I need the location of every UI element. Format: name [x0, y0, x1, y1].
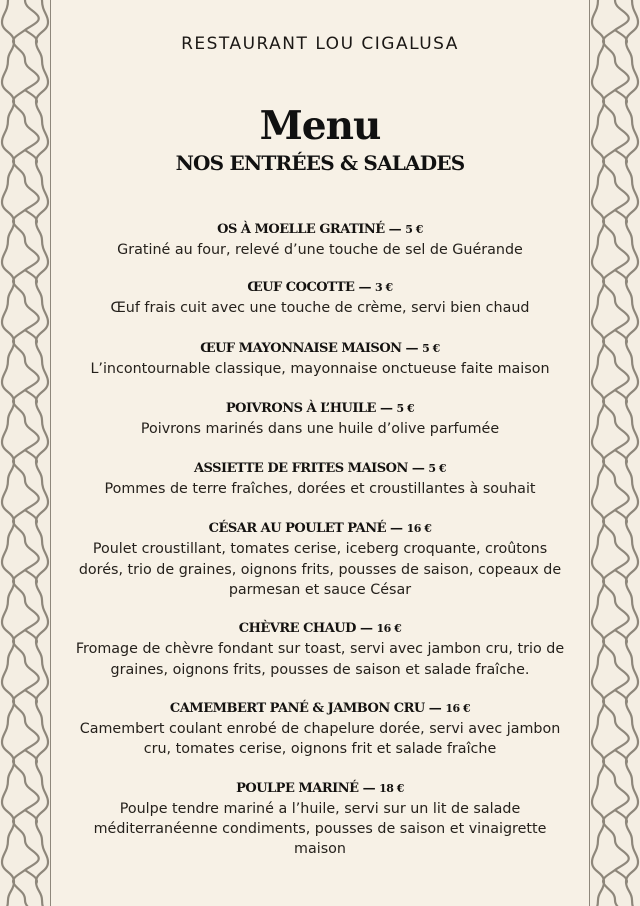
- pattern-ornament-icon: [0, 0, 50, 906]
- menu-item: [58, 519, 582, 600]
- menu-item: [58, 399, 582, 439]
- menu-item: [58, 459, 582, 499]
- menu-item-heading: ŒUF COCOTTE — 3 €: [247, 280, 393, 296]
- menu-item-name: CHÈVRE CHAUD: [238, 621, 356, 637]
- description-line: Poulet croustillant, tomates cerise, iceberg croquante, croûtons: [92, 541, 548, 558]
- menu-item-heading: ASSIETTE DE FRITES MAISON — 5 €: [193, 461, 447, 477]
- menu-item: [58, 220, 582, 260]
- description-line: Poivrons marinés dans une huile d’olive parfumée: [140, 420, 500, 437]
- menu-item-price: 16 €: [406, 522, 432, 536]
- menu-section-title: NOS ENTRÉES & SALADES: [175, 151, 465, 175]
- menu-item-price: 16 €: [376, 622, 402, 636]
- description-line: Camembert coulant enrobé de chapelure dorée, servi avec jambon: [79, 720, 561, 737]
- menu-item-price: 16 €: [445, 701, 471, 715]
- menu-item: [58, 779, 582, 860]
- menu-item-name: CÉSAR AU POULET PANÉ: [208, 521, 387, 537]
- menu-item-price: 18 €: [379, 781, 404, 795]
- menu-item-description: [58, 719, 582, 760]
- description-line: Fromage de chèvre fondant sur toast, servi avec jambon cru, trio de: [75, 641, 565, 658]
- right-decorative-border: [589, 0, 640, 906]
- menu-item-description: [58, 240, 582, 260]
- menu-item-price: 5 €: [405, 223, 423, 236]
- menu-page: [52, 0, 588, 906]
- menu-item-price: 5 €: [428, 462, 447, 476]
- menu-item-price: 3 €: [375, 281, 393, 295]
- menu-item-description: [58, 799, 582, 860]
- menu-item-heading: CHÈVRE CHAUD — 16 €: [238, 621, 402, 637]
- menu-item-name: ŒUF MAYONNAISE MAISON: [200, 340, 402, 356]
- menu-item-heading: POIVRONS À L’HUILE — 5 €: [225, 400, 415, 416]
- left-decorative-border: [0, 0, 51, 906]
- menu-item-name: ŒUF COCOTTE: [247, 280, 355, 296]
- menu-item-description: [58, 298, 582, 318]
- menu-item-name: POIVRONS À L’HUILE: [225, 400, 376, 416]
- menu-item-price: 5 €: [422, 341, 440, 355]
- pattern-ornament-icon: [590, 0, 640, 906]
- description-line: Gratiné au four, relevé d’une touche de sel de Guérande: [117, 242, 523, 258]
- menu-item: [58, 619, 582, 680]
- menu-title: Menu: [259, 103, 381, 149]
- menu-item: [58, 278, 582, 318]
- menu-item-description: [58, 419, 582, 439]
- menu-item-description: [58, 479, 582, 499]
- description-line: graines, oignons frits, pousses de saison et salade fraîche.: [110, 661, 530, 678]
- menu-item-name: POULPE MARINÉ: [236, 780, 359, 796]
- menu-item-list: [52, 220, 588, 859]
- description-line: Pommes de terre fraîches, dorées et croustillantes à souhait: [104, 481, 536, 498]
- menu-item-heading: OS À MOELLE GRATINÉ — 5 €: [217, 222, 423, 237]
- menu-item-heading: POULPE MARINÉ — 18 €: [236, 780, 404, 796]
- menu-item-heading: ŒUF MAYONNAISE MAISON — 5 €: [200, 340, 440, 356]
- menu-item-description: [58, 539, 582, 600]
- description-line: maison: [294, 841, 346, 858]
- description-line: parmesan et sauce César: [228, 582, 412, 599]
- menu-item-description: [58, 359, 582, 379]
- menu-item-name: OS À MOELLE GRATINÉ: [217, 222, 385, 237]
- restaurant-name: RESTAURANT LOU CIGALUSA: [181, 34, 459, 54]
- menu-item: [58, 339, 582, 379]
- menu-item-name: ASSIETTE DE FRITES MAISON: [193, 461, 408, 477]
- description-line: dorés, trio de graines, oignons frits, pousses de saison, copeaux de: [78, 561, 562, 578]
- menu-item-heading: CÉSAR AU POULET PANÉ — 16 €: [208, 521, 432, 537]
- menu-item-heading: CAMEMBERT PANÉ & JAMBON CRU — 16 €: [169, 700, 471, 716]
- menu-item-price: 5 €: [396, 401, 415, 415]
- description-line: méditerranéenne condiments, pousses de saison et vinaigrette: [93, 820, 547, 837]
- menu-item-name: CAMEMBERT PANÉ & JAMBON CRU: [169, 700, 425, 716]
- description-line: Poulpe tendre mariné a l’huile, servi sur un lit de salade: [119, 800, 521, 817]
- description-line: cru, tomates cerise, oignons frit et salade fraîche: [143, 741, 497, 758]
- menu-item-description: [58, 639, 582, 680]
- menu-item: [58, 699, 582, 760]
- description-line: L’incontournable classique, mayonnaise onctueuse faite maison: [90, 360, 550, 377]
- description-line: Œuf frais cuit avec une touche de crème, servi bien chaud: [110, 300, 530, 317]
